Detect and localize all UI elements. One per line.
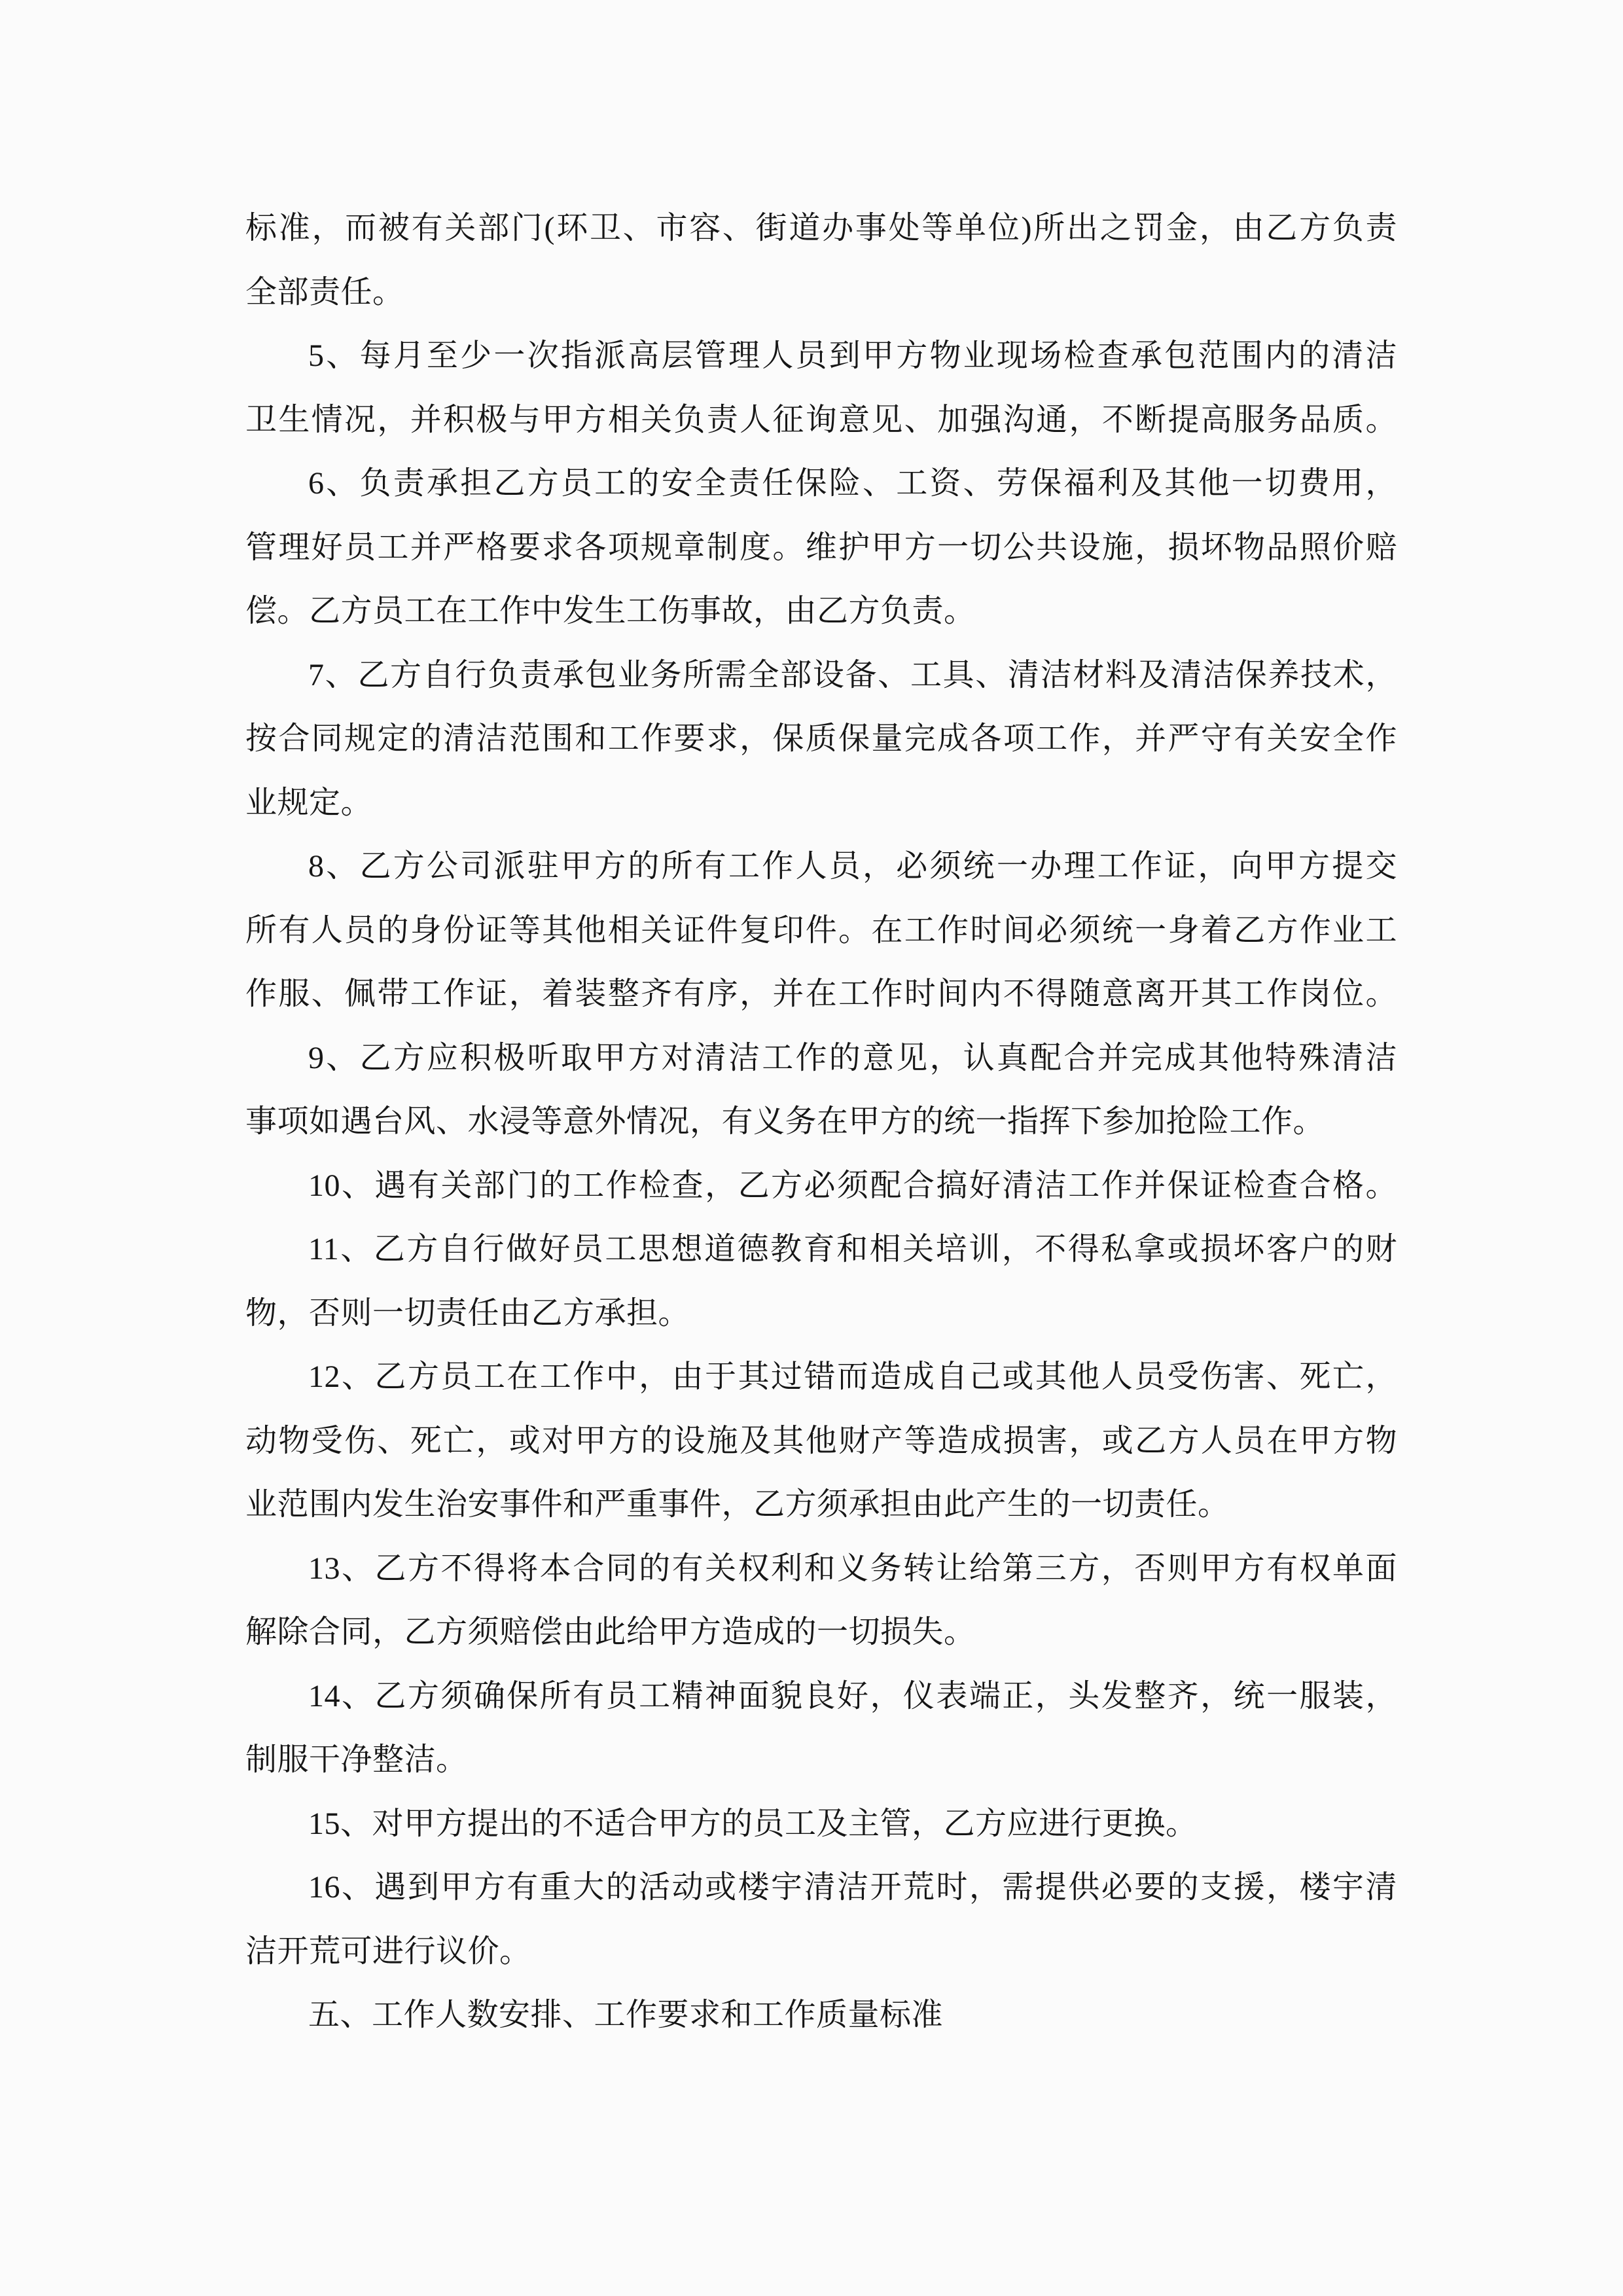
text-line: 卫生情况，并积极与甲方相关负责人征询意见、加强沟通，不断提高服务品质。 (245, 402, 1397, 437)
text-line: 管理好员工并严格要求各项规章制度。维护甲方一切公共设施，损坏物品照价赔 (245, 529, 1397, 565)
text-line: 作服、佩带工作证，着装整齐有序，并在工作时间内不得随意离开其工作岗位。 (245, 977, 1397, 1011)
text-line: 所有人员的身份证等其他相关证件复印件。在工作时间必须统一身着乙方作业工 (245, 912, 1397, 948)
text-line: 16、遇到甲方有重大的活动或楼宇清洁开荒时，需提供必要的支援，楼宇清 (308, 1870, 1397, 1905)
text-line: 7、乙方自行负责承包业务所需全部设备、工具、清洁材料及清洁保养技术， (308, 657, 1397, 692)
text-line: 物，否则一切责任由乙方承担。 (245, 1295, 690, 1331)
section-heading-line: 五、工作人数安排、工作要求和工作质量标准 (308, 1998, 944, 2032)
text-line: 洁开荒可进行议价。 (245, 1933, 531, 1969)
text-line: 制服干净整洁。 (245, 1742, 468, 1777)
text-line: 10、遇有关部门的工作检查，乙方必须配合搞好清洁工作并保证检查合格。 (308, 1168, 1397, 1203)
text-line: 9、乙方应积极听取甲方对清洁工作的意见，认真配合并完成其他特殊清洁 (308, 1040, 1397, 1075)
text-line: 14、乙方须确保所有员工精神面貌良好，仪表端正，头发整齐，统一服装， (308, 1678, 1397, 1713)
text-line: 6、负责承担乙方员工的安全责任保险、工资、劳保福利及其他一切费用， (308, 466, 1397, 501)
text-line: 5、每月至少一次指派高层管理人员到甲方物业现场检查承包范围内的清洁 (308, 338, 1397, 373)
text-line: 解除合同，乙方须赔偿由此给甲方造成的一切损失。 (245, 1615, 976, 1649)
text-line: 动物受伤、死亡，或对甲方的设施及其他财产等造成损害，或乙方人员在甲方物 (245, 1423, 1397, 1458)
text-line: 8、乙方公司派驻甲方的所有工作人员，必须统一办理工作证，向甲方提交 (308, 849, 1397, 884)
text-line: 事项如遇台风、水浸等意外情况，有义务在甲方的统一指挥下参加抢险工作。 (245, 1104, 1325, 1139)
text-line: 业规定。 (245, 785, 373, 820)
text-line: 15、对甲方提出的不适合甲方的员工及主管，乙方应进行更换。 (308, 1806, 1198, 1841)
text-line: 13、乙方不得将本合同的有关权利和义务转让给第三方，否则甲方有权单面 (308, 1551, 1397, 1586)
text-line: 偿。乙方员工在工作中发生工伤事故，由乙方负责。 (245, 594, 976, 628)
text-line: 12、乙方员工在工作中，由于其过错而造成自己或其他人员受伤害、死亡， (308, 1359, 1397, 1394)
text-line: 业范围内发生治安事件和严重事件，乙方须承担由此产生的一切责任。 (245, 1487, 1230, 1522)
text-line: 11、乙方自行做好员工思想道德教育和相关培训，不得私拿或损坏客户的财 (308, 1232, 1397, 1266)
text-line: 标准，而被有关部门(环卫、市容、街道办事处等单位)所出之罚金，由乙方负责 (245, 211, 1397, 245)
text-line: 全部责任。 (245, 274, 404, 310)
contract-text-block (245, 196, 1397, 2047)
text-line: 按合同规定的清洁范围和工作要求，保质保量完成各项工作，并严守有关安全作 (245, 721, 1397, 756)
